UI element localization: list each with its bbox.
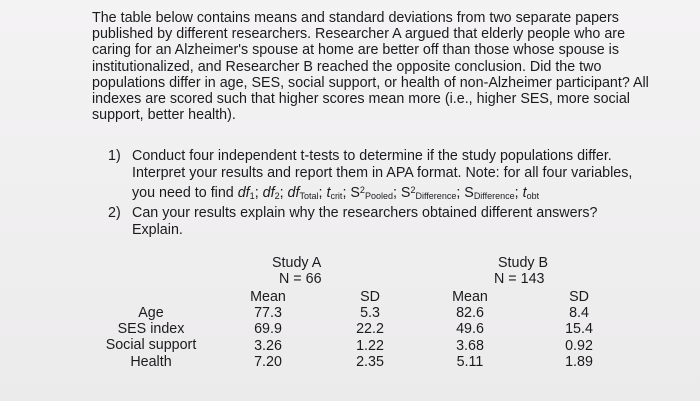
study-b-sd-health: 1.89 (565, 353, 593, 370)
study-b-mean-ses: 49.6 (456, 321, 484, 338)
study-b-mean-column (440, 289, 500, 370)
study-a-sd-ses: 22.2 (356, 321, 384, 338)
intro-text: The table below contains means and standard deviations from two separate papers published by different researchers. Researcher A argued that elderly people who are caring for an Alzheimer's spouse at home are better off than those whose spouse is institutionalized, and Researcher B reached the opposite conclusion. Did the two populations differ in age, SES, social support, or health of non-Alzheimer participant? All indexes are scored such that higher scores mean more (i.e., higher SES, more social support, better health). (92, 10, 649, 124)
question-2-text: Can your results explain why the researchers obtained different answers? Explain. (132, 205, 598, 238)
study-a-sd-social-support: 1.22 (356, 337, 384, 354)
question-2-number: 2) (108, 205, 121, 221)
study-b-sd-age: 8.4 (569, 305, 589, 322)
study-a-sd-column (345, 289, 395, 370)
study-b-sd-header: SD (569, 289, 589, 305)
question-1-symbols: $df_1$; $df_2$; $df_{Total}$; $t_{crit}$; $S^2_{Pooled}$; $S^2_{Difference}$; $S_{Difference}$; $t_{obt}$ (237, 185, 540, 201)
question-1-body: Conduct four independent t-tests to determine if the study populations differ. Interpret your results and report them in APA format. Note: for all four variables, you need to find (132, 148, 633, 201)
study-b-sd-social-support: 0.92 (565, 337, 593, 354)
row-label-age: Age (138, 305, 164, 321)
study-b-mean-social-support: 3.68 (456, 337, 484, 354)
study-a-title: Study A (272, 255, 322, 271)
study-a-n: N = 66 (279, 271, 322, 287)
study-a-mean-age: 77.3 (254, 305, 282, 322)
study-a-sd-header: SD (360, 289, 380, 305)
study-a-mean-health: 7.20 (254, 353, 282, 370)
study-a-mean-column (238, 289, 298, 370)
study-b-mean-health: 5.11 (456, 353, 484, 370)
study-b-mean-header: Mean (452, 289, 488, 305)
row-label-health: Health (130, 353, 172, 370)
study-a-mean-header: Mean (250, 289, 286, 305)
study-b-sd-column (554, 289, 604, 370)
study-b-title: Study B (498, 255, 549, 271)
row-label-social-support: Social support (105, 337, 197, 354)
study-b-n: N = 143 (494, 271, 545, 287)
row-label-ses: SES index (117, 321, 185, 338)
study-a-mean-social-support: 3.26 (254, 337, 282, 354)
row-labels (86, 305, 216, 370)
study-a-mean-ses: 69.9 (254, 321, 282, 338)
question-1-number: 1) (108, 148, 121, 164)
study-a-sd-health: 2.35 (356, 353, 384, 370)
study-b-sd-ses: 15.4 (565, 321, 593, 338)
study-b-mean-age: 82.6 (456, 305, 484, 322)
study-a-sd-age: 5.3 (360, 305, 380, 322)
